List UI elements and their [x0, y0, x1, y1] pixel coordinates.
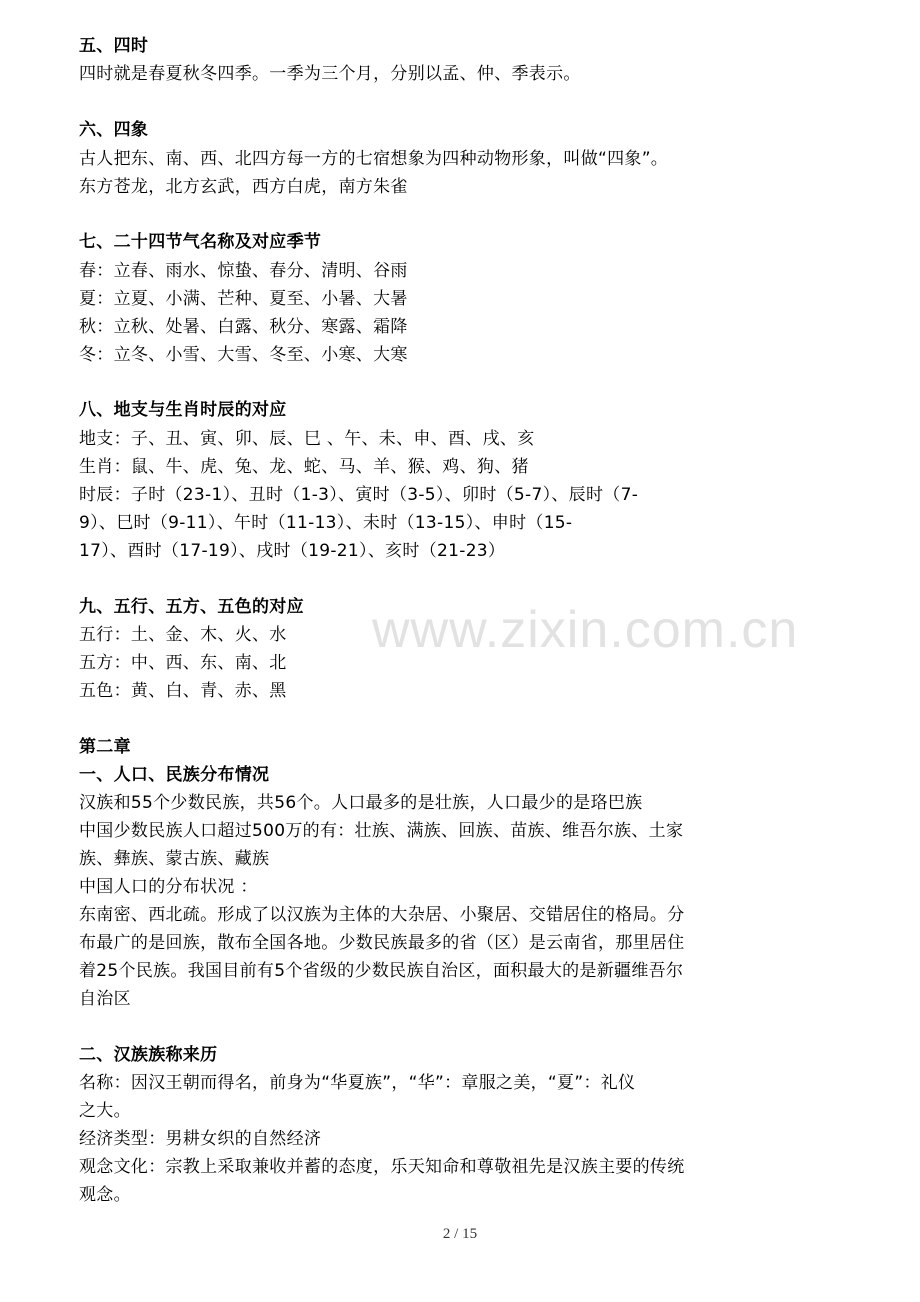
text-line: 汉族和55个少数民族，共56个。人口最多的是壮族，人口最少的是珞巴族: [79, 793, 643, 813]
text-line: 布最广的是回族，散布全国各地。少数民族最多的省（区）是云南省，那里居住: [79, 933, 685, 953]
text-line: 春：立春、雨水、惊蛰、春分、清明、谷雨: [79, 261, 408, 281]
text-line: 生肖：鼠、牛、虎、兔、龙、蛇、马、羊、猴、鸡、狗、猪: [79, 457, 529, 477]
watermark: www.zixin.com.cn: [372, 601, 799, 659]
text-line: 五方：中、西、东、南、北: [79, 653, 287, 673]
text-line: 冬：立冬、小雪、大雪、冬至、小寒、大寒: [79, 345, 408, 365]
text-line: 经济类型：男耕女织的自然经济: [79, 1129, 322, 1149]
text-line: 17）、酉时（17-19）、戌时（19-21）、亥时（21-23）: [79, 541, 506, 561]
section-title: 九、五行、五方、五色的对应: [79, 597, 304, 617]
text-line: 自治区: [79, 989, 131, 1009]
text-line: 夏：立夏、小满、芒种、夏至、小暑、大暑: [79, 289, 408, 309]
section-title: 六、四象: [79, 120, 149, 140]
text-line: 之大。: [79, 1101, 131, 1121]
text-line: 四时就是春夏秋冬四季。一季为三个月，分别以孟、仲、季表示。: [79, 64, 581, 84]
text-line: 族、彝族、蒙古族、藏族: [79, 849, 270, 869]
text-line: 名称：因汉王朝而得名，前身为“华夏族”，“华”：章服之美，“夏”：礼仪: [79, 1073, 636, 1093]
page-number: 2 / 15: [442, 1226, 478, 1242]
text-line: 中国少数民族人口超过500万的有：壮族、满族、回族、苗族、维吾尔族、土家: [79, 821, 684, 841]
chapter-title: 第二章: [79, 737, 131, 757]
section-title: 一、人口、民族分布情况: [79, 765, 270, 785]
text-line: 地支：子、丑、寅、卯、辰、巳 、午、未、申、酉、戌、亥: [79, 429, 535, 449]
text-line: 中国人口的分布状况 ：: [79, 877, 258, 897]
text-line: 观念。: [79, 1185, 131, 1205]
text-line: 着25个民族。我国目前有5个省级的少数民族自治区，面积最大的是新疆维吾尔: [79, 961, 684, 981]
text-line: 观念文化：宗教上采取兼收并蓄的态度，乐天知命和尊敬祖先是汉族主要的传统: [79, 1157, 685, 1177]
text-line: 东南密、西北疏。形成了以汉族为主体的大杂居、小聚居、交错居住的格局。分: [79, 905, 685, 925]
text-line: 东方苍龙，北方玄武，西方白虎，南方朱雀: [79, 177, 408, 197]
section-title: 八、地支与生肖时辰的对应: [79, 400, 287, 420]
text-line: 五行：土、金、木、火、水: [79, 625, 287, 645]
text-line: 秋：立秋、处暑、白露、秋分、寒露、霜降: [79, 317, 408, 337]
section-title: 七、二十四节气名称及对应季节: [79, 232, 322, 252]
text-line: 五色：黄、白、青、赤、黑: [79, 681, 287, 701]
text-line: 时辰：子时（23-1）、丑时（1-3）、寅时（3-5）、卯时（5-7）、辰时（7-: [79, 485, 639, 505]
text-line: 9）、巳时（9-11）、午时（11-13）、未时（13-15）、申时（15-: [79, 513, 573, 533]
section-title: 二、汉族族称来历: [79, 1045, 218, 1065]
section-title: 五、四时: [79, 36, 149, 56]
text-line: 古人把东、南、西、北四方每一方的七宿想象为四种动物形象，叫做“四象”。: [79, 149, 669, 169]
